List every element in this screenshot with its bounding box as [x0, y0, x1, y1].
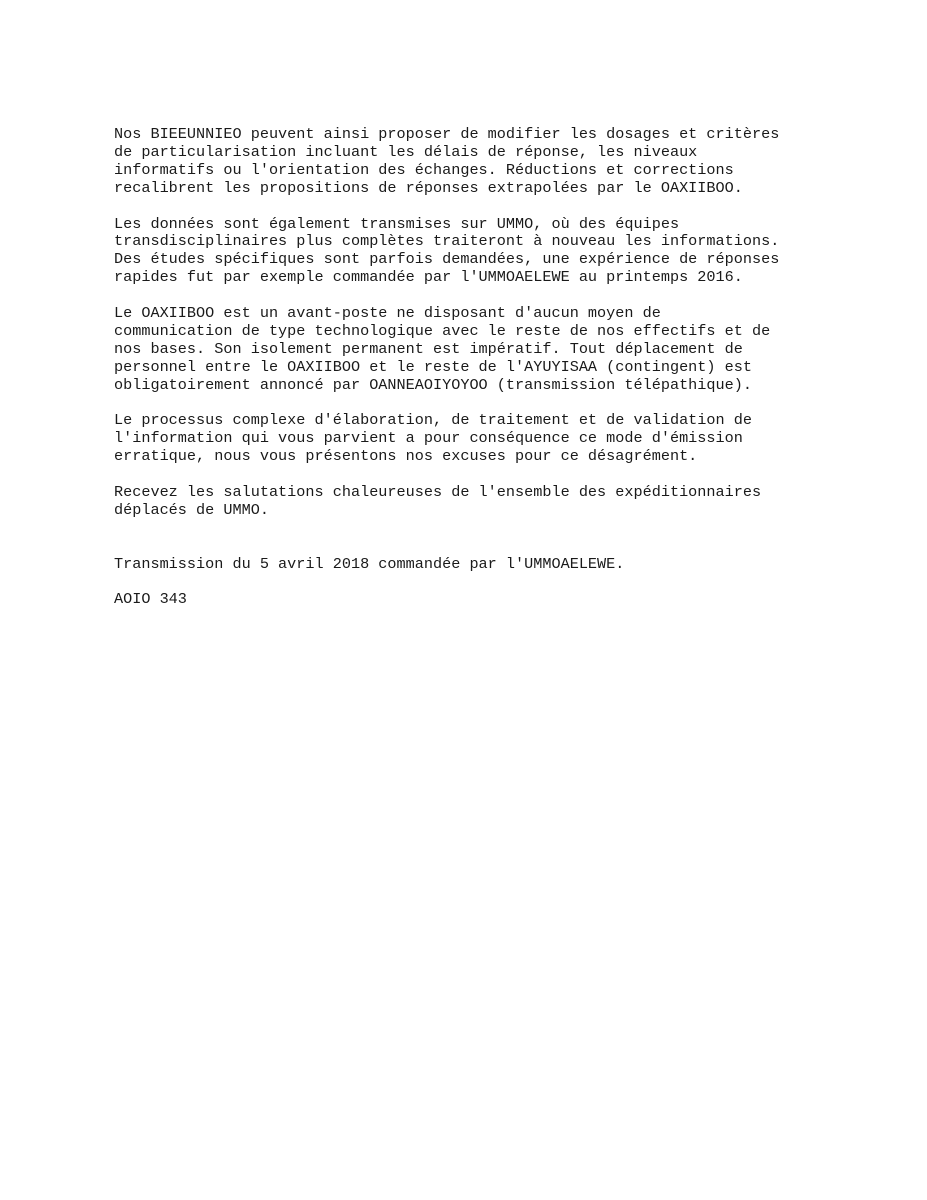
paragraph-1: [114, 126, 854, 198]
text-line: rapides fut par exemple commandée par l'UMMOAELEWE au printemps 2016.: [114, 268, 743, 287]
transmission-note: [114, 556, 854, 574]
text-line: déplacés de UMMO.: [114, 500, 269, 519]
paragraph-3: [114, 305, 854, 395]
text-line: personnel entre le OAXIIBOO et le reste de l'AYUYISAA (contingent) est: [114, 357, 752, 376]
text-line: informatifs ou l'orientation des échanges. Réductions et corrections: [114, 160, 734, 179]
text-line: obligatoirement annoncé par OANNEAOIYOYOO (transmission télépathique).: [114, 375, 752, 394]
text-line: Des études spécifiques sont parfois demandées, une expérience de réponses: [114, 250, 780, 269]
text-line: Le OAXIIBOO est un avant-poste ne disposant d'aucun moyen de: [114, 304, 661, 323]
paragraph-2: [114, 216, 854, 288]
paragraph-4: [114, 412, 854, 466]
text-line: Transmission du 5 avril 2018 commandée par l'UMMOAELEWE.: [114, 554, 625, 573]
text-line: Nos BIEEUNNIEO peuvent ainsi proposer de modifier les dosages et critères: [114, 125, 780, 143]
text-line: Recevez les salutations chaleureuses de l'ensemble des expéditionnaires: [114, 483, 762, 502]
text-line: transdisciplinaires plus complètes traiteront à nouveau les informations.: [114, 232, 780, 251]
text-line: Le processus complexe d'élaboration, de traitement et de validation de: [114, 411, 752, 430]
text-line: AOIO 343: [114, 590, 187, 609]
paragraph-5: [114, 484, 854, 520]
text-line: Les données sont également transmises sur UMMO, où des équipes: [114, 214, 680, 233]
text-line: communication de type technologique avec le reste de nos effectifs et de: [114, 321, 771, 340]
reference-code: [114, 591, 854, 609]
text-line: nos bases. Son isolement permanent est impératif. Tout déplacement de: [114, 339, 743, 358]
text-line: de particularisation incluant les délais de réponse, les niveaux: [114, 142, 698, 161]
document-body: [114, 126, 854, 627]
text-line: l'information qui vous parvient a pour conséquence ce mode d'émission: [114, 429, 743, 448]
text-line: erratique, nous vous présentons nos excuses pour ce désagrément.: [114, 447, 698, 466]
text-line: recalibrent les propositions de réponses extrapolées par le OAXIIBOO.: [114, 178, 743, 197]
